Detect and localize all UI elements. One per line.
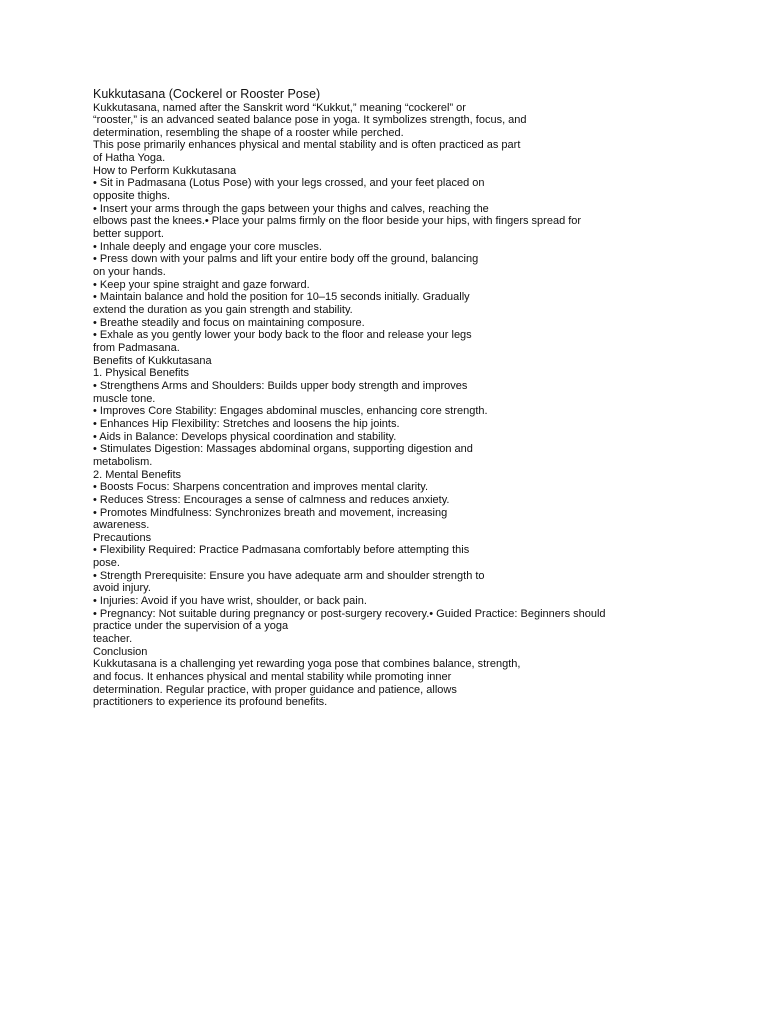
text-line: Kukkutasana, named after the Sanskrit word “Kukkut,” meaning “cockerel” or xyxy=(93,101,466,114)
document-page xyxy=(93,87,693,709)
text-line: “rooster,” is an advanced seated balance pose in yoga. It symbolizes strength, focus, and xyxy=(93,114,527,127)
text-line: determination, resembling the shape of a rooster while perched. xyxy=(93,126,404,139)
text-line: • Keep your spine straight and gaze forward. xyxy=(93,278,310,291)
text-line: • Promotes Mindfulness: Synchronizes breath and movement, increasing xyxy=(93,506,448,519)
text-line: • Inhale deeply and engage your core muscles. xyxy=(93,240,322,253)
text-line: • Maintain balance and hold the position for 10–15 seconds initially. Gradually xyxy=(93,291,470,304)
text-line: • Enhances Hip Flexibility: Stretches and loosens the hip joints. xyxy=(93,417,400,430)
text-line: elbows past the knees.• Place your palms firmly on the floor beside your hips, with fingers spread for xyxy=(93,215,582,228)
text-line: avoid injury. xyxy=(93,582,151,595)
text-line: • Pregnancy: Not suitable during pregnancy or post-surgery recovery.• Guided Practice: Beginners should xyxy=(93,607,606,620)
text-line: better support. xyxy=(93,228,164,241)
text-line: on your hands. xyxy=(93,266,166,279)
text-line: practice under the supervision of a yoga xyxy=(93,620,289,633)
text-line: • Breathe steadily and focus on maintaining composure. xyxy=(93,316,365,329)
text-line: • Improves Core Stability: Engages abdominal muscles, enhancing core strength. xyxy=(93,405,488,418)
text-line: and focus. It enhances physical and mental stability while promoting inner xyxy=(93,671,452,684)
text-line: • Injuries: Avoid if you have wrist, shoulder, or back pain. xyxy=(93,595,367,608)
text-line: This pose primarily enhances physical and mental stability and is often practiced as part xyxy=(93,139,521,152)
text-line: awareness. xyxy=(93,519,150,532)
text-line: • Aids in Balance: Develops physical coordination and stability. xyxy=(93,430,397,443)
text-line: • Sit in Padmasana (Lotus Pose) with your legs crossed, and your feet placed on xyxy=(93,177,485,190)
text-line: • Boosts Focus: Sharpens concentration and improves mental clarity. xyxy=(93,481,429,494)
text-line: muscle tone. xyxy=(93,392,156,405)
text-line: • Flexibility Required: Practice Padmasana comfortably before attempting this xyxy=(93,544,470,557)
text-line: • Exhale as you gently lower your body back to the floor and release your legs xyxy=(93,329,472,342)
text-line: Benefits of Kukkutasana xyxy=(93,354,212,367)
text-line: opposite thighs. xyxy=(93,190,171,203)
text-line: • Strength Prerequisite: Ensure you have adequate arm and shoulder strength to xyxy=(93,569,485,582)
text-line: • Press down with your palms and lift your entire body off the ground, balancing xyxy=(93,253,479,266)
text-line: • Stimulates Digestion: Massages abdominal organs, supporting digestion and xyxy=(93,443,473,456)
text-line: • Strengthens Arms and Shoulders: Builds upper body strength and improves xyxy=(93,379,468,392)
text-line: extend the duration as you gain strength and stability. xyxy=(93,304,353,316)
text-line: Conclusion xyxy=(93,645,148,658)
text-line: practitioners to experience its profound benefits. xyxy=(93,696,328,709)
text-line: teacher. xyxy=(93,633,133,646)
text-line: • Reduces Stress: Encourages a sense of calmness and reduces anxiety. xyxy=(93,493,450,506)
text-line: metabolism. xyxy=(93,455,153,468)
text-line: from Padmasana. xyxy=(93,341,180,354)
text-line: 2. Mental Benefits xyxy=(93,468,182,481)
document-title: Kukkutasana (Cockerel or Rooster Pose) xyxy=(93,87,321,101)
text-line: Kukkutasana is a challenging yet rewarding yoga pose that combines balance, strength, xyxy=(93,658,521,671)
text-line: pose. xyxy=(93,557,120,570)
text-line: 1. Physical Benefits xyxy=(93,367,189,380)
document-body xyxy=(93,102,693,710)
text-line: How to Perform Kukkutasana xyxy=(93,164,237,177)
text-line: Precautions xyxy=(93,531,152,544)
text-line: of Hatha Yoga. xyxy=(93,152,166,165)
text-line: • Insert your arms through the gaps between your thighs and calves, reaching the xyxy=(93,202,489,215)
text-line: determination. Regular practice, with proper guidance and patience, allows xyxy=(93,683,457,696)
